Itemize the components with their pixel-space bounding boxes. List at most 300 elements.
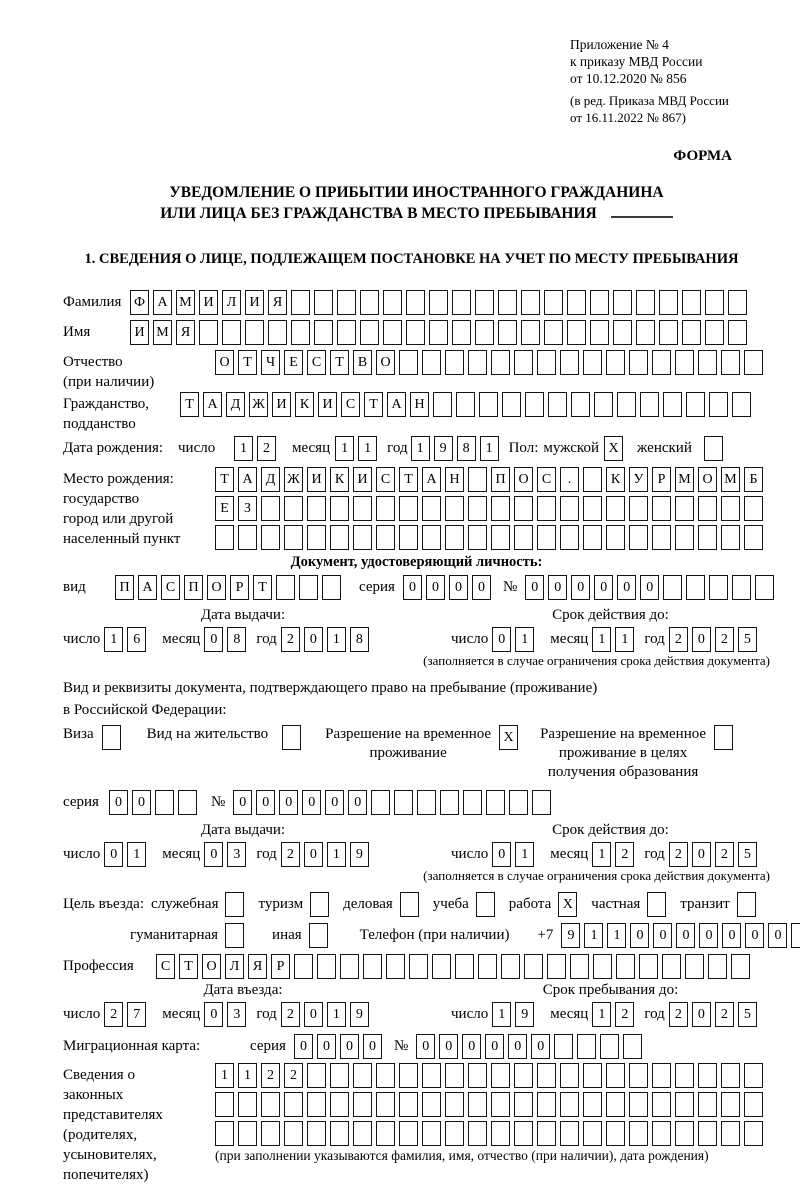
char-cell[interactable] <box>294 954 313 979</box>
char-cell[interactable]: 0 <box>492 842 511 867</box>
char-cell[interactable] <box>452 320 471 345</box>
char-cell[interactable] <box>537 1092 556 1117</box>
char-cell[interactable] <box>636 320 655 345</box>
char-cell[interactable]: 9 <box>515 1002 534 1027</box>
char-cell[interactable] <box>307 496 326 521</box>
char-cell[interactable] <box>532 790 551 815</box>
char-cell[interactable] <box>376 525 395 550</box>
char-cell[interactable] <box>583 525 602 550</box>
char-cell[interactable]: 1 <box>238 1063 257 1088</box>
char-cell[interactable] <box>307 1063 326 1088</box>
char-cell[interactable] <box>583 467 602 492</box>
char-cell[interactable] <box>639 954 658 979</box>
res-issue-day-cells[interactable] <box>104 842 150 867</box>
char-cell[interactable]: Т <box>330 350 349 375</box>
char-cell[interactable] <box>709 392 728 417</box>
char-cell[interactable]: 0 <box>630 923 649 948</box>
char-cell[interactable] <box>353 1092 372 1117</box>
char-cell[interactable] <box>629 496 648 521</box>
char-cell[interactable]: 0 <box>256 790 275 815</box>
char-cell[interactable]: И <box>353 467 372 492</box>
char-cell[interactable] <box>629 525 648 550</box>
char-cell[interactable]: 0 <box>472 575 491 600</box>
char-cell[interactable] <box>386 954 405 979</box>
char-cell[interactable] <box>594 392 613 417</box>
char-cell[interactable]: О <box>376 350 395 375</box>
char-cell[interactable]: 0 <box>617 575 636 600</box>
char-cell[interactable] <box>399 350 418 375</box>
char-cell[interactable]: X <box>604 436 623 461</box>
char-cell[interactable] <box>445 1063 464 1088</box>
char-cell[interactable]: Р <box>271 954 290 979</box>
char-cell[interactable] <box>376 1092 395 1117</box>
char-cell[interactable] <box>337 290 356 315</box>
char-cell[interactable] <box>685 954 704 979</box>
char-cell[interactable] <box>629 1063 648 1088</box>
char-cell[interactable] <box>215 1121 234 1146</box>
char-cell[interactable]: 2 <box>615 842 634 867</box>
char-cell[interactable]: Я <box>268 290 287 315</box>
char-cell[interactable] <box>417 790 436 815</box>
char-cell[interactable]: 1 <box>492 1002 511 1027</box>
char-cell[interactable]: 0 <box>594 575 613 600</box>
entry-year-cells[interactable] <box>281 1002 373 1027</box>
char-cell[interactable]: К <box>330 467 349 492</box>
char-cell[interactable]: 1 <box>327 1002 346 1027</box>
char-cell[interactable]: Т <box>215 467 234 492</box>
char-cell[interactable] <box>353 496 372 521</box>
char-cell[interactable]: 0 <box>304 1002 323 1027</box>
purpose-transit-box[interactable] <box>737 892 760 917</box>
char-cell[interactable]: А <box>153 290 172 315</box>
char-cell[interactable] <box>560 1092 579 1117</box>
char-cell[interactable]: 2 <box>284 1063 303 1088</box>
char-cell[interactable]: 8 <box>457 436 476 461</box>
char-cell[interactable] <box>686 575 705 600</box>
char-cell[interactable] <box>675 496 694 521</box>
char-cell[interactable] <box>600 1034 619 1059</box>
char-cell[interactable]: Ф <box>130 290 149 315</box>
char-cell[interactable] <box>102 725 121 750</box>
doc-series-cells[interactable] <box>403 575 495 600</box>
char-cell[interactable] <box>583 1063 602 1088</box>
char-cell[interactable] <box>663 575 682 600</box>
char-cell[interactable] <box>238 1092 257 1117</box>
char-cell[interactable]: И <box>307 467 326 492</box>
stay-month-cells[interactable] <box>592 1002 638 1027</box>
char-cell[interactable]: Я <box>248 954 267 979</box>
char-cell[interactable] <box>623 1034 642 1059</box>
char-cell[interactable] <box>245 320 264 345</box>
char-cell[interactable]: 0 <box>692 1002 711 1027</box>
char-cell[interactable] <box>452 290 471 315</box>
sex-female-box[interactable] <box>704 436 727 461</box>
char-cell[interactable] <box>583 496 602 521</box>
char-cell[interactable] <box>284 525 303 550</box>
char-cell[interactable]: 0 <box>768 923 787 948</box>
char-cell[interactable] <box>468 350 487 375</box>
representatives-row2-cells[interactable] <box>215 1092 767 1117</box>
char-cell[interactable]: 0 <box>416 1034 435 1059</box>
char-cell[interactable]: 1 <box>592 1002 611 1027</box>
char-cell[interactable]: 0 <box>449 575 468 600</box>
char-cell[interactable] <box>560 525 579 550</box>
char-cell[interactable]: 1 <box>215 1063 234 1088</box>
char-cell[interactable]: 0 <box>426 575 445 600</box>
char-cell[interactable]: 0 <box>722 923 741 948</box>
char-cell[interactable] <box>455 954 474 979</box>
char-cell[interactable]: 9 <box>434 436 453 461</box>
char-cell[interactable] <box>514 1121 533 1146</box>
id-issue-month-cells[interactable] <box>204 627 250 652</box>
char-cell[interactable]: М <box>176 290 195 315</box>
char-cell[interactable] <box>486 790 505 815</box>
char-cell[interactable] <box>514 525 533 550</box>
char-cell[interactable]: Т <box>253 575 272 600</box>
char-cell[interactable] <box>686 392 705 417</box>
char-cell[interactable]: 9 <box>350 1002 369 1027</box>
char-cell[interactable] <box>616 954 635 979</box>
char-cell[interactable] <box>737 892 756 917</box>
char-cell[interactable] <box>225 892 244 917</box>
char-cell[interactable]: 5 <box>738 627 757 652</box>
char-cell[interactable] <box>590 290 609 315</box>
char-cell[interactable]: 0 <box>104 842 123 867</box>
char-cell[interactable] <box>422 496 441 521</box>
char-cell[interactable] <box>744 1092 763 1117</box>
res-valid-day-cells[interactable] <box>492 842 538 867</box>
char-cell[interactable] <box>222 320 241 345</box>
char-cell[interactable] <box>652 496 671 521</box>
char-cell[interactable]: 8 <box>227 627 246 652</box>
char-cell[interactable] <box>432 954 451 979</box>
char-cell[interactable]: 0 <box>745 923 764 948</box>
char-cell[interactable] <box>744 1063 763 1088</box>
char-cell[interactable]: Е <box>215 496 234 521</box>
char-cell[interactable]: Т <box>179 954 198 979</box>
char-cell[interactable] <box>498 320 517 345</box>
char-cell[interactable]: З <box>238 496 257 521</box>
res-number-cells[interactable] <box>233 790 555 815</box>
char-cell[interactable]: 0 <box>363 1034 382 1059</box>
char-cell[interactable]: М <box>153 320 172 345</box>
char-cell[interactable] <box>547 954 566 979</box>
char-cell[interactable] <box>714 725 733 750</box>
char-cell[interactable]: 1 <box>592 627 611 652</box>
char-cell[interactable]: 1 <box>480 436 499 461</box>
char-cell[interactable]: С <box>161 575 180 600</box>
char-cell[interactable] <box>583 1121 602 1146</box>
char-cell[interactable]: Т <box>399 467 418 492</box>
char-cell[interactable]: 8 <box>350 627 369 652</box>
char-cell[interactable] <box>501 954 520 979</box>
char-cell[interactable] <box>314 290 333 315</box>
char-cell[interactable] <box>524 954 543 979</box>
char-cell[interactable] <box>491 1063 510 1088</box>
char-cell[interactable] <box>307 1092 326 1117</box>
representatives-row1-cells[interactable] <box>215 1063 767 1088</box>
char-cell[interactable]: 0 <box>109 790 128 815</box>
char-cell[interactable]: А <box>387 392 406 417</box>
char-cell[interactable]: 0 <box>439 1034 458 1059</box>
char-cell[interactable]: К <box>295 392 314 417</box>
char-cell[interactable]: Т <box>180 392 199 417</box>
char-cell[interactable] <box>422 1121 441 1146</box>
char-cell[interactable]: И <box>130 320 149 345</box>
char-cell[interactable]: 3 <box>227 1002 246 1027</box>
char-cell[interactable] <box>330 1092 349 1117</box>
char-cell[interactable] <box>537 1121 556 1146</box>
char-cell[interactable] <box>583 350 602 375</box>
char-cell[interactable] <box>537 496 556 521</box>
char-cell[interactable]: 2 <box>104 1002 123 1027</box>
char-cell[interactable] <box>394 790 413 815</box>
char-cell[interactable]: 0 <box>204 1002 223 1027</box>
char-cell[interactable] <box>583 1092 602 1117</box>
char-cell[interactable] <box>705 320 724 345</box>
birthplace-row2-cells[interactable] <box>215 496 767 521</box>
char-cell[interactable] <box>299 575 318 600</box>
char-cell[interactable] <box>544 320 563 345</box>
char-cell[interactable] <box>514 1063 533 1088</box>
char-cell[interactable] <box>330 496 349 521</box>
char-cell[interactable] <box>310 892 329 917</box>
char-cell[interactable]: 0 <box>304 627 323 652</box>
char-cell[interactable] <box>215 1092 234 1117</box>
char-cell[interactable]: С <box>537 467 556 492</box>
char-cell[interactable]: 0 <box>548 575 567 600</box>
char-cell[interactable] <box>560 496 579 521</box>
char-cell[interactable] <box>291 290 310 315</box>
char-cell[interactable]: С <box>376 467 395 492</box>
char-cell[interactable]: 0 <box>233 790 252 815</box>
char-cell[interactable]: А <box>203 392 222 417</box>
char-cell[interactable] <box>560 350 579 375</box>
char-cell[interactable]: М <box>721 467 740 492</box>
stay-day-cells[interactable] <box>492 1002 538 1027</box>
char-cell[interactable] <box>537 525 556 550</box>
char-cell[interactable] <box>652 1092 671 1117</box>
res-issue-month-cells[interactable] <box>204 842 250 867</box>
char-cell[interactable] <box>291 320 310 345</box>
char-cell[interactable] <box>721 1063 740 1088</box>
char-cell[interactable] <box>261 1092 280 1117</box>
char-cell[interactable] <box>399 1092 418 1117</box>
char-cell[interactable] <box>445 496 464 521</box>
char-cell[interactable]: 0 <box>403 575 422 600</box>
purpose-private-box[interactable] <box>647 892 670 917</box>
char-cell[interactable] <box>744 496 763 521</box>
char-cell[interactable] <box>728 290 747 315</box>
char-cell[interactable] <box>383 290 402 315</box>
char-cell[interactable]: 2 <box>281 627 300 652</box>
char-cell[interactable] <box>640 392 659 417</box>
char-cell[interactable] <box>337 320 356 345</box>
char-cell[interactable]: 1 <box>615 627 634 652</box>
char-cell[interactable]: Л <box>225 954 244 979</box>
char-cell[interactable] <box>309 923 328 948</box>
char-cell[interactable] <box>353 1121 372 1146</box>
char-cell[interactable]: 0 <box>531 1034 550 1059</box>
char-cell[interactable]: 0 <box>699 923 718 948</box>
char-cell[interactable] <box>548 392 567 417</box>
char-cell[interactable] <box>330 1121 349 1146</box>
birth-month-cells[interactable] <box>335 436 381 461</box>
char-cell[interactable]: П <box>184 575 203 600</box>
char-cell[interactable] <box>317 954 336 979</box>
char-cell[interactable] <box>721 1121 740 1146</box>
char-cell[interactable] <box>476 892 495 917</box>
char-cell[interactable] <box>606 1063 625 1088</box>
char-cell[interactable]: И <box>272 392 291 417</box>
char-cell[interactable]: В <box>353 350 372 375</box>
char-cell[interactable] <box>606 1121 625 1146</box>
char-cell[interactable] <box>567 320 586 345</box>
char-cell[interactable]: 1 <box>607 923 626 948</box>
char-cell[interactable] <box>491 1092 510 1117</box>
char-cell[interactable] <box>705 290 724 315</box>
char-cell[interactable]: О <box>202 954 221 979</box>
char-cell[interactable]: 1 <box>104 627 123 652</box>
char-cell[interactable] <box>225 923 244 948</box>
char-cell[interactable]: М <box>675 467 694 492</box>
id-valid-month-cells[interactable] <box>592 627 638 652</box>
char-cell[interactable] <box>330 1063 349 1088</box>
char-cell[interactable] <box>636 290 655 315</box>
char-cell[interactable]: О <box>698 467 717 492</box>
char-cell[interactable] <box>479 392 498 417</box>
char-cell[interactable] <box>314 320 333 345</box>
char-cell[interactable] <box>340 954 359 979</box>
char-cell[interactable] <box>698 350 717 375</box>
char-cell[interactable] <box>744 525 763 550</box>
char-cell[interactable]: 2 <box>669 842 688 867</box>
char-cell[interactable]: 0 <box>653 923 672 948</box>
char-cell[interactable]: 1 <box>358 436 377 461</box>
purpose-work-box[interactable] <box>558 892 581 917</box>
char-cell[interactable]: Б <box>744 467 763 492</box>
entry-month-cells[interactable] <box>204 1002 250 1027</box>
char-cell[interactable] <box>732 575 751 600</box>
char-cell[interactable] <box>261 1121 280 1146</box>
doc-number-cells[interactable] <box>525 575 778 600</box>
char-cell[interactable] <box>659 320 678 345</box>
char-cell[interactable] <box>399 496 418 521</box>
char-cell[interactable] <box>675 1121 694 1146</box>
char-cell[interactable]: 1 <box>327 627 346 652</box>
char-cell[interactable]: 0 <box>340 1034 359 1059</box>
char-cell[interactable] <box>721 1092 740 1117</box>
char-cell[interactable] <box>652 1121 671 1146</box>
char-cell[interactable] <box>284 1092 303 1117</box>
char-cell[interactable]: И <box>245 290 264 315</box>
birth-year-cells[interactable] <box>411 436 503 461</box>
id-issue-day-cells[interactable] <box>104 627 150 652</box>
char-cell[interactable] <box>606 525 625 550</box>
char-cell[interactable]: 0 <box>692 842 711 867</box>
char-cell[interactable]: 0 <box>571 575 590 600</box>
char-cell[interactable]: 0 <box>317 1034 336 1059</box>
purpose-official-box[interactable] <box>225 892 248 917</box>
char-cell[interactable] <box>652 525 671 550</box>
char-cell[interactable] <box>276 575 295 600</box>
char-cell[interactable]: Р <box>230 575 249 600</box>
char-cell[interactable]: У <box>629 467 648 492</box>
char-cell[interactable]: 2 <box>257 436 276 461</box>
char-cell[interactable] <box>445 1121 464 1146</box>
char-cell[interactable]: О <box>215 350 234 375</box>
char-cell[interactable]: 0 <box>204 627 223 652</box>
char-cell[interactable]: 0 <box>640 575 659 600</box>
char-cell[interactable] <box>282 725 301 750</box>
char-cell[interactable]: 2 <box>715 1002 734 1027</box>
char-cell[interactable] <box>647 892 666 917</box>
char-cell[interactable] <box>613 290 632 315</box>
char-cell[interactable] <box>376 1121 395 1146</box>
char-cell[interactable]: 1 <box>234 436 253 461</box>
char-cell[interactable] <box>662 954 681 979</box>
char-cell[interactable] <box>721 496 740 521</box>
char-cell[interactable]: 0 <box>279 790 298 815</box>
res-valid-year-cells[interactable] <box>669 842 761 867</box>
char-cell[interactable]: 0 <box>508 1034 527 1059</box>
char-cell[interactable] <box>721 350 740 375</box>
char-cell[interactable] <box>708 954 727 979</box>
char-cell[interactable] <box>498 290 517 315</box>
char-cell[interactable] <box>468 1092 487 1117</box>
char-cell[interactable]: 9 <box>561 923 580 948</box>
char-cell[interactable] <box>521 320 540 345</box>
char-cell[interactable] <box>261 496 280 521</box>
char-cell[interactable]: 1 <box>327 842 346 867</box>
char-cell[interactable] <box>606 496 625 521</box>
entry-day-cells[interactable] <box>104 1002 150 1027</box>
char-cell[interactable] <box>406 290 425 315</box>
char-cell[interactable] <box>422 1063 441 1088</box>
char-cell[interactable] <box>571 392 590 417</box>
char-cell[interactable] <box>755 575 774 600</box>
char-cell[interactable] <box>445 525 464 550</box>
id-valid-year-cells[interactable] <box>669 627 761 652</box>
char-cell[interactable]: 0 <box>348 790 367 815</box>
char-cell[interactable]: А <box>422 467 441 492</box>
char-cell[interactable] <box>468 496 487 521</box>
char-cell[interactable] <box>376 496 395 521</box>
char-cell[interactable]: 1 <box>592 842 611 867</box>
char-cell[interactable]: Ч <box>261 350 280 375</box>
char-cell[interactable]: С <box>156 954 175 979</box>
char-cell[interactable]: Я <box>176 320 195 345</box>
char-cell[interactable]: 1 <box>515 842 534 867</box>
char-cell[interactable] <box>514 350 533 375</box>
char-cell[interactable] <box>709 575 728 600</box>
char-cell[interactable] <box>463 790 482 815</box>
purpose-tourism-box[interactable] <box>310 892 333 917</box>
char-cell[interactable] <box>721 525 740 550</box>
char-cell[interactable] <box>698 525 717 550</box>
char-cell[interactable]: 2 <box>261 1063 280 1088</box>
char-cell[interactable] <box>445 1092 464 1117</box>
char-cell[interactable] <box>659 290 678 315</box>
char-cell[interactable] <box>554 1034 573 1059</box>
char-cell[interactable] <box>155 790 174 815</box>
char-cell[interactable] <box>445 350 464 375</box>
patronymic-cells[interactable] <box>215 350 767 375</box>
profession-cells[interactable] <box>156 954 754 979</box>
char-cell[interactable]: 2 <box>715 627 734 652</box>
char-cell[interactable] <box>675 1063 694 1088</box>
char-cell[interactable]: К <box>606 467 625 492</box>
